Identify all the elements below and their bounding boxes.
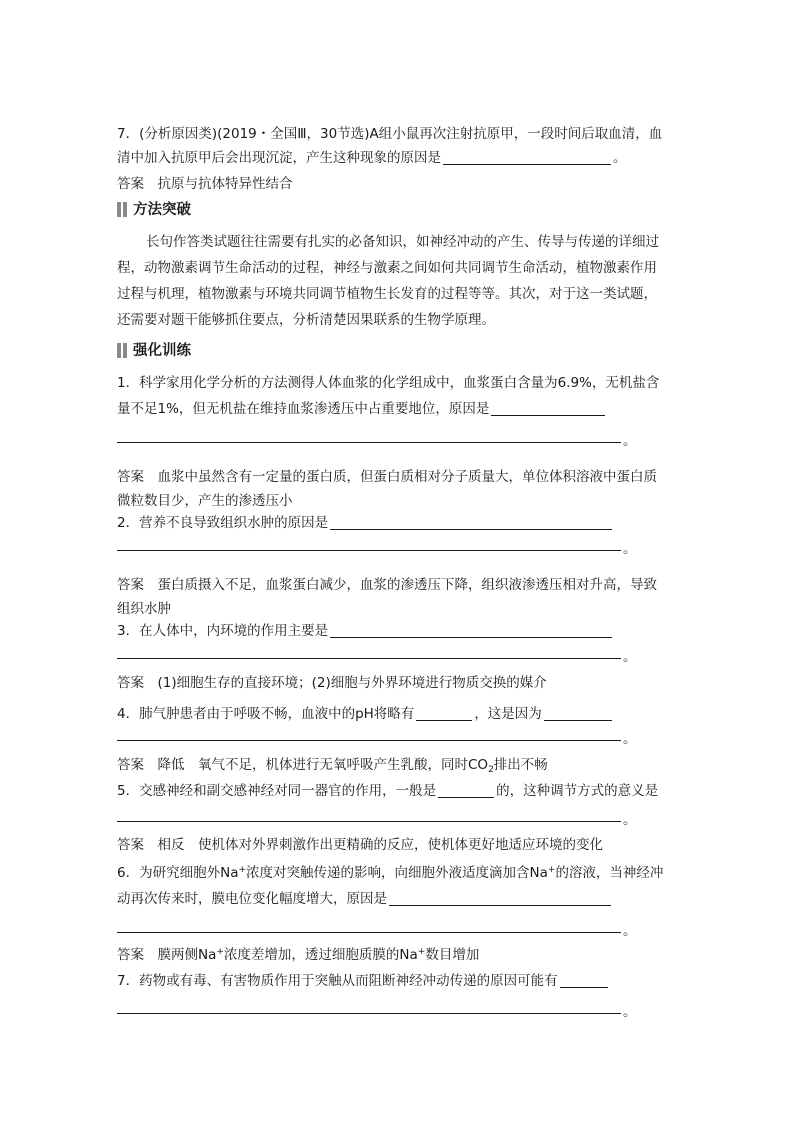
answer-blank-line[interactable] — [117, 740, 621, 741]
method-paragraph-line: 长句作答类试题往往需要有扎实的必备知识，如神经冲动的产生、传导与传递的详细过 — [146, 234, 659, 250]
method-paragraph-line: 还需要对题干能够抓住要点，分析清楚因果联系的生物学原理。 — [117, 312, 495, 328]
answer-blank[interactable] — [389, 888, 611, 906]
method-paragraph-line: 过程与机理，植物激素与环境共同调节植物生长发育的过程等等。其次，对于这一类试题， — [117, 286, 657, 302]
q2-answer-line1: 答案 蛋白质摄入不足，血浆蛋白减少，血浆的渗透压下降，组织液渗透压相对升高，导致 — [117, 577, 657, 593]
answer-blank-line[interactable] — [117, 932, 621, 933]
heading-bar-icon — [117, 202, 121, 217]
answer-blank[interactable] — [544, 703, 612, 721]
answer-blank[interactable] — [330, 512, 612, 530]
period-mark: 。 — [623, 541, 637, 557]
q5-answer-line1: 答案 相反 使机体对外界刺激作出更精确的反应，使机体更好地适应环境的变化 — [117, 837, 603, 853]
q6-line2: 动再次传来时，膜电位变化幅度增大，原因是 — [117, 886, 687, 912]
period-mark: 。 — [623, 731, 637, 747]
answer-blank[interactable] — [443, 147, 611, 165]
q1-answer-line2: 微粒数目少，产生的渗透压小 — [117, 493, 293, 509]
heading-bar-icon — [117, 343, 121, 358]
q4-line1: 4．肺气肿患者由于呼吸不畅，血液中的pH将略有 ，这是因为 — [117, 701, 687, 727]
q4-answer-line1: 答案 降低 氧气不足，机体进行无氧呼吸产生乳酸，同时$CO_2$排出不畅 — [117, 757, 548, 775]
answer-blank-line[interactable] — [117, 550, 621, 551]
q7-intro-answer: 答案 抗原与抗体特异性结合 — [117, 176, 293, 192]
q2-answer-line2: 组织水肿 — [117, 601, 171, 617]
answer-blank-line[interactable] — [117, 658, 621, 659]
q3-line1: 3．在人体中，内环境的作用主要是 — [117, 618, 687, 644]
period-mark: 。 — [623, 433, 637, 449]
heading-bar-icon — [123, 202, 127, 217]
document-page: 7．(分析原因类)(2019・全国Ⅲ，30节选)A组小鼠再次注射抗原甲，一段时间后取血清，血 清中加入抗原甲后会出现沉淀，产生这种现象的原因是 。 答案 抗原与抗体特异性结合 方法突破 长句作答类试题往往需要有扎实的必备知识，如神经冲动的产生、传导与传递的详细过 程，动物激素调节生命活动的过程，神经与激素之间如何共同调节生命活动，植物激素作用 过程与机理，植物激素与环境共同调节植物生长发育的过程等等。其次，对于这一类试题， 还需要对题干能够抓住要点，分析清楚因果联系的生物学原理。 强化训练 1．科学家用化学分析的方法测得人体血浆的化学组成中，血浆蛋白含量为6.9%，无机盐含 量不足1%，但无机盐在维持血浆渗透压中占重要地位，原因是 。 答案 血浆中虽然含有一定量的蛋白质，但蛋白质相对分子质量大，单位体积溶液中蛋白质 微粒数目少，产生的渗透压小 2．营养不良导致组织水肿的原因是 。 答案 蛋白质摄入不足，血浆蛋白减少，血浆的渗透压下降，组织液渗透压相对升高，导致 组织水肿 3．在人体中，内环境的作用主要是 。 答案 (1)细胞生存的直接环境；(2)细胞与外界环境进行物质交换的媒介 4．肺气肿患者由于呼吸不畅，血液中的pH将略有 ，这是因为 。 答案 降低 氧气不足，机体进行无氧呼吸产生乳酸，同时$CO_2$排出不畅 5．交感神经和副交感神经对同一器官的作用，一般是 的，这种调节方式的意义是 。 答案 相反 使机体对外界刺激作出更精确的反应，使机体更好地适应环境的变化 6．为研究细胞外Na+浓度对突触传递的影响，向细胞外液适度滴加含Na+的溶液，当神经冲 动再次传来时，膜电位变化幅度增大，原因是 。 答案 膜两侧Na+浓度差增加，透过细胞质膜的Na+数目增加 7．药物或有毒、有害物质作用于突触从而阻断神经冲动传递的原因可能有 。 — [0, 0, 794, 1123]
answer-blank[interactable] — [560, 970, 608, 988]
q1-line2: 量不足1%，但无机盐在维持血浆渗透压中占重要地位，原因是 — [117, 396, 687, 422]
q5-line1: 5．交感神经和副交感神经对同一器官的作用，一般是 的，这种调节方式的意义是 — [117, 778, 687, 804]
period-mark: 。 — [623, 923, 637, 939]
period-mark: 。 — [623, 1004, 637, 1020]
q7-intro-line1: 7．(分析原因类)(2019・全国Ⅲ，30节选)A组小鼠再次注射抗原甲，一段时间后取血清，血 — [117, 126, 663, 142]
q6-answer-line1: 答案 膜两侧Na+浓度差增加，透过细胞质膜的Na+数目增加 — [117, 947, 480, 963]
q2-line1: 2．营养不良导致组织水肿的原因是 — [117, 510, 687, 536]
answer-blank[interactable] — [438, 780, 494, 798]
q7-line1: 7．药物或有毒、有害物质作用于突触从而阻断神经冲动传递的原因可能有 — [117, 968, 687, 994]
q1-answer-line1: 答案 血浆中虽然含有一定量的蛋白质，但蛋白质相对分子质量大，单位体积溶液中蛋白质 — [117, 469, 657, 485]
heading-bar-icon — [123, 343, 127, 358]
answer-blank[interactable] — [491, 398, 605, 416]
answer-blank-line[interactable] — [117, 1013, 621, 1014]
q6-line1: 6．为研究细胞外Na+浓度对突触传递的影响，向细胞外液适度滴加含Na+的溶液，当神经冲 — [117, 865, 664, 881]
period-mark: 。 — [623, 649, 637, 665]
q1-line1: 1．科学家用化学分析的方法测得人体血浆的化学组成中，血浆蛋白含量为6.9%，无机盐含 — [117, 375, 660, 391]
method-paragraph-line: 程，动物激素调节生命活动的过程，神经与激素之间如何共同调节生命活动，植物激素作用 — [117, 260, 657, 276]
answer-blank-line[interactable] — [117, 442, 621, 443]
answer-blank[interactable] — [416, 703, 472, 721]
q7-intro-line2: 清中加入抗原甲后会出现沉淀，产生这种现象的原因是 。 — [117, 145, 687, 171]
period-mark: 。 — [623, 812, 637, 828]
answer-blank[interactable] — [330, 620, 612, 638]
answer-blank-line[interactable] — [117, 821, 621, 822]
q3-answer-line1: 答案 (1)细胞生存的直接环境；(2)细胞与外界环境进行物质交换的媒介 — [117, 675, 547, 691]
